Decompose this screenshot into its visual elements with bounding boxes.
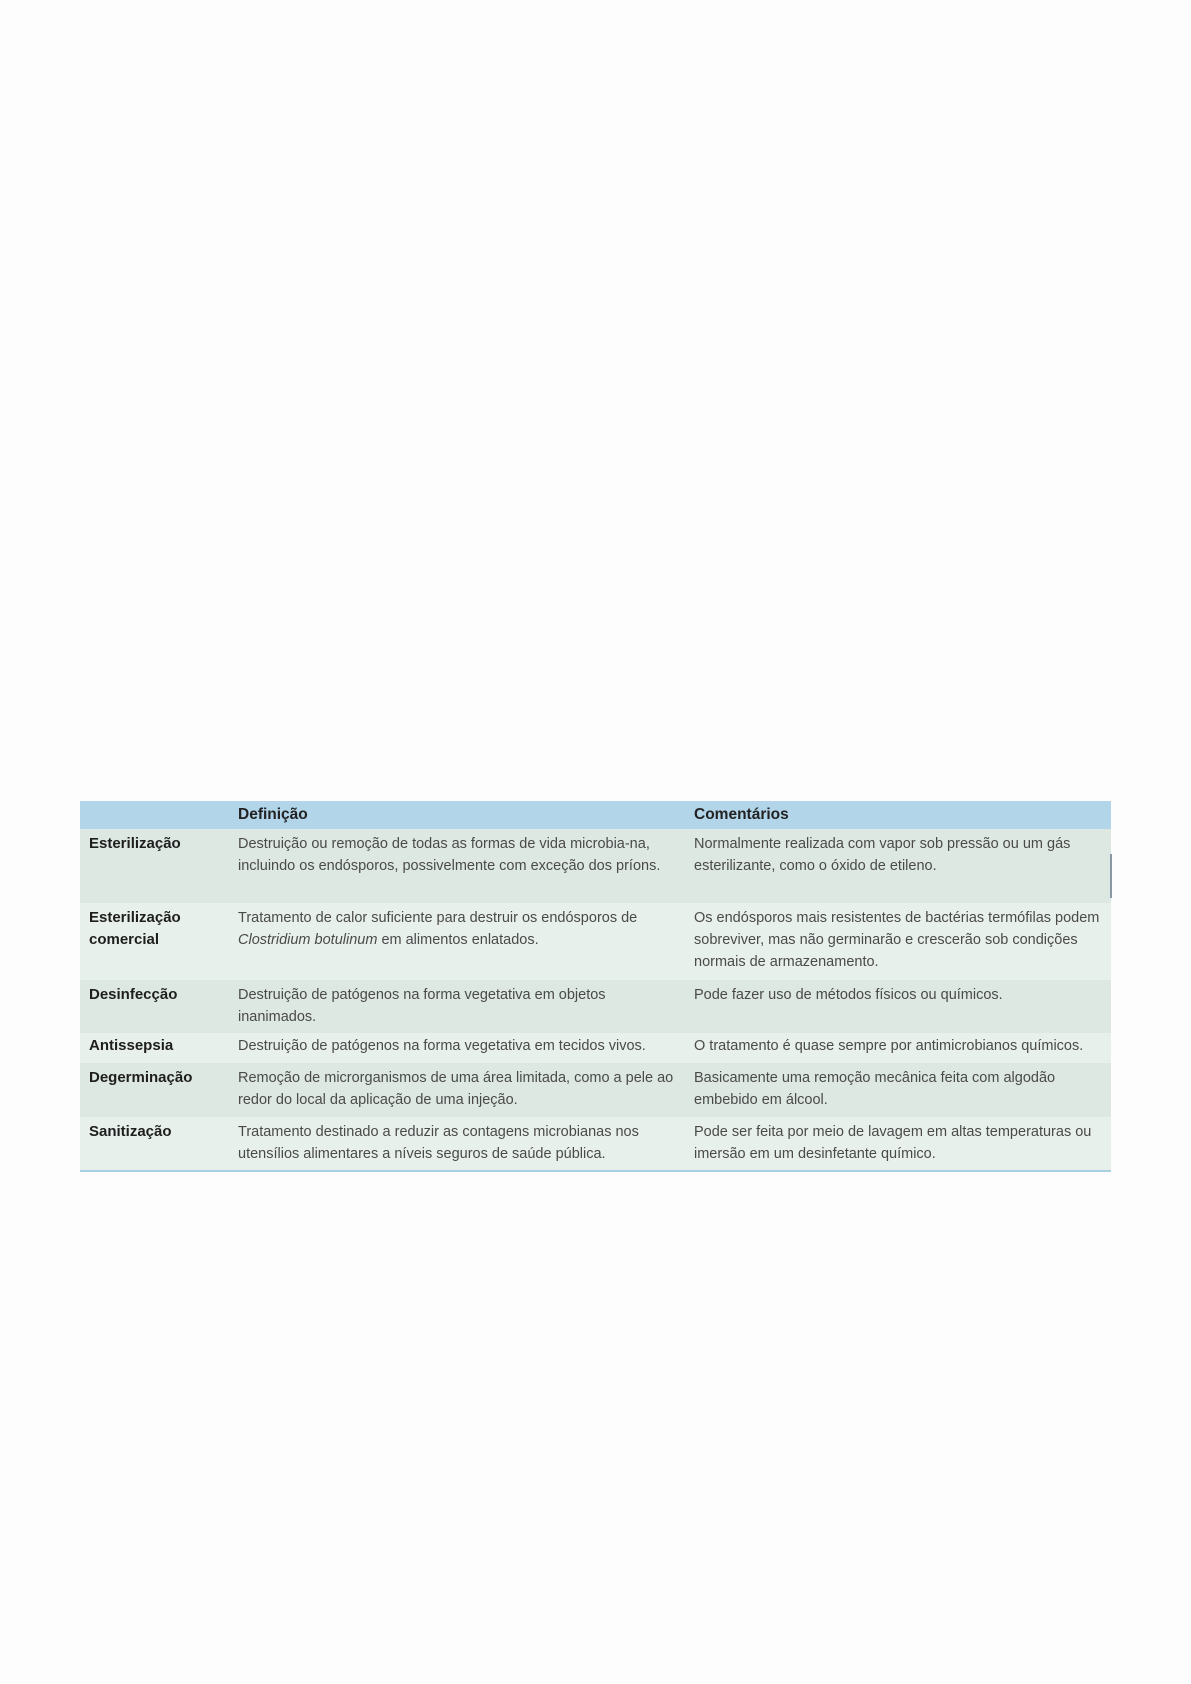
comments-cell: Pode fazer uso de métodos físicos ou químicos. xyxy=(685,980,1111,1033)
definition-cell: Destruição de patógenos na forma vegetativa em objetos inanimados. xyxy=(229,980,685,1033)
term-cell: Sanitização xyxy=(80,1117,229,1171)
table-row xyxy=(80,980,1111,1033)
comments-cell: Basicamente uma remoção mecânica feita com algodão embebido em álcool. xyxy=(685,1063,1111,1117)
comments-cell: O tratamento é quase sempre por antimicrobianos químicos. xyxy=(685,1033,1111,1063)
terms-table xyxy=(80,801,1111,1172)
comments-cell: Os endósporos mais resistentes de bactérias termófilas podem sobreviver, mas não germinarão e crescerão sob condições normais de armazenamento. xyxy=(685,903,1111,980)
definition-text-after: em alimentos enlatados. xyxy=(377,932,539,948)
table-row xyxy=(80,1063,1111,1117)
comments-cell: Pode ser feita por meio de lavagem em altas temperaturas ou imersão em um desinfetante químico. xyxy=(685,1117,1111,1171)
table-row xyxy=(80,829,1111,903)
term-cell: Esterilização xyxy=(80,829,229,903)
header-row xyxy=(80,801,1111,829)
comments-cell: Normalmente realizada com vapor sob pressão ou um gás esterilizante, como o óxido de etileno. xyxy=(685,829,1111,903)
definition-cell: Destruição de patógenos na forma vegetativa em tecidos vivos. xyxy=(229,1033,685,1063)
definition-cell: Remoção de microrganismos de uma área limitada, como a pele ao redor do local da aplicação de uma injeção. xyxy=(229,1063,685,1117)
term-cell: Esterilização comercial xyxy=(80,903,229,980)
definition-text-before: Tratamento de calor suficiente para destruir os endósporos de xyxy=(238,910,638,926)
term-cell: Desinfecção xyxy=(80,980,229,1033)
table-row xyxy=(80,1033,1111,1063)
definition-cell: Destruição ou remoção de todas as formas de vida microbia-na, incluindo os endósporos, possivelmente com exceção dos príons. xyxy=(229,829,685,903)
table-row xyxy=(80,1117,1111,1171)
term-cell: Degerminação xyxy=(80,1063,229,1117)
species-name: Clostridium botulinum xyxy=(238,932,378,948)
term-cell: Antissepsia xyxy=(80,1033,229,1063)
header-comments: Comentários xyxy=(685,801,1111,829)
table-header xyxy=(80,801,1111,829)
header-definition: Definição xyxy=(229,801,685,829)
scroll-edge-mark xyxy=(1110,854,1112,898)
definition-cell: Tratamento destinado a reduzir as contagens microbianas nos utensílios alimentares a níveis seguros de saúde pública. xyxy=(229,1117,685,1171)
definition-cell xyxy=(229,903,685,980)
header-term xyxy=(80,801,229,829)
table-row xyxy=(80,903,1111,980)
table-body xyxy=(80,829,1111,1171)
